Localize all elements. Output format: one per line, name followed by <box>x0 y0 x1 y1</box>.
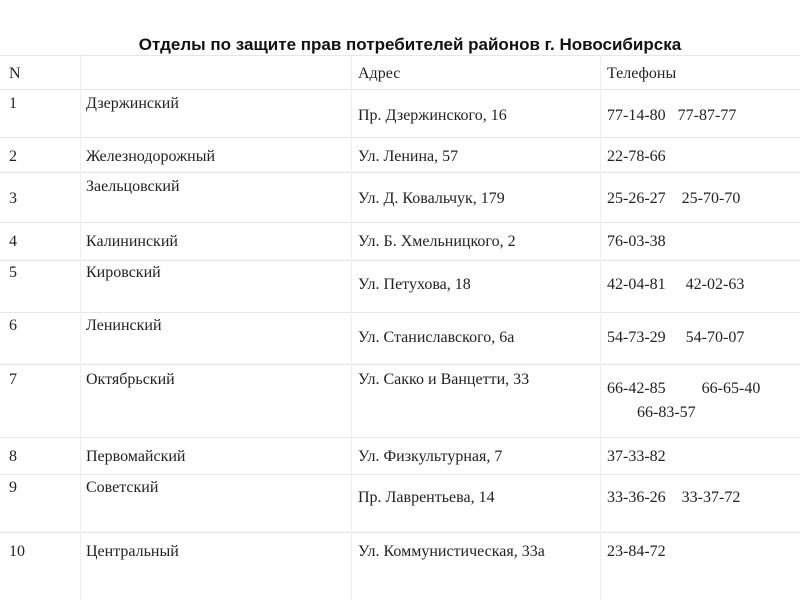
phones: 54-73-29 54-70-07 <box>607 329 745 346</box>
district-name: Железнодорожный <box>86 148 215 165</box>
address: Пр. Дзержинского, 16 <box>358 107 507 124</box>
row-number: 10 <box>9 543 25 560</box>
row-number: 1 <box>9 95 17 112</box>
phones: 66-42-85 66-65-40 <box>607 380 761 397</box>
district-name: Ленинский <box>86 317 162 334</box>
row-divider <box>0 222 800 223</box>
header-phones: Телефоны <box>607 65 677 82</box>
district-name: Советский <box>86 479 159 496</box>
address: Ул. Д. Ковальчук, 179 <box>358 190 505 207</box>
district-name: Калининский <box>86 233 178 250</box>
row-number: 2 <box>9 148 17 165</box>
phones: 77-14-80 77-87-77 <box>607 107 737 124</box>
row-number: 4 <box>9 233 17 250</box>
row-number: 9 <box>9 479 17 496</box>
row-divider <box>0 437 800 438</box>
address: Ул. Ленина, 57 <box>358 148 459 165</box>
header-address: Адрес <box>358 65 401 82</box>
row-number: 3 <box>9 190 17 207</box>
column-divider <box>600 55 601 600</box>
page-title: Отделы по защите прав потребителей районов г. Новосибирска <box>138 35 682 54</box>
row-number: 7 <box>9 371 17 388</box>
phones: 22-78-66 <box>607 148 666 165</box>
row-number: 8 <box>9 448 17 465</box>
row-divider <box>0 137 800 138</box>
address: Ул. Петухова, 18 <box>358 276 471 293</box>
row-divider <box>0 260 800 261</box>
address: Ул. Физкультурная, 7 <box>358 448 503 465</box>
column-divider <box>351 55 352 600</box>
address: Ул. Сакко и Ванцетти, 33 <box>358 371 530 388</box>
address: Пр. Лаврентьева, 14 <box>358 489 495 506</box>
row-divider <box>0 364 800 365</box>
row-number: 6 <box>9 317 17 334</box>
row-divider <box>0 89 800 90</box>
phones-second-line: 66-83-57 <box>637 404 696 421</box>
phones: 37-33-82 <box>607 448 666 465</box>
row-divider <box>0 474 800 475</box>
district-name: Заельцовский <box>86 178 180 195</box>
phones: 76-03-38 <box>607 233 666 250</box>
column-divider <box>80 55 81 600</box>
district-name: Первомайский <box>86 448 186 465</box>
header-number: N <box>9 65 21 82</box>
district-name: Кировский <box>86 264 161 281</box>
phones: 23-84-72 <box>607 543 666 560</box>
row-number: 5 <box>9 264 17 281</box>
phones: 42-04-81 42-02-63 <box>607 276 745 293</box>
row-divider <box>0 532 800 533</box>
address: Ул. Станиславского, 6а <box>358 329 515 346</box>
phones: 25-26-27 25-70-70 <box>607 190 741 207</box>
address: Ул. Б. Хмельницкого, 2 <box>358 233 516 250</box>
row-divider <box>0 172 800 173</box>
district-name: Центральный <box>86 543 179 560</box>
district-name: Дзержинский <box>86 95 179 112</box>
district-name: Октябрьский <box>86 371 175 388</box>
row-divider <box>0 312 800 313</box>
address: Ул. Коммунистическая, 33а <box>358 543 545 560</box>
row-divider <box>0 55 800 56</box>
phones: 33-36-26 33-37-72 <box>607 489 741 506</box>
